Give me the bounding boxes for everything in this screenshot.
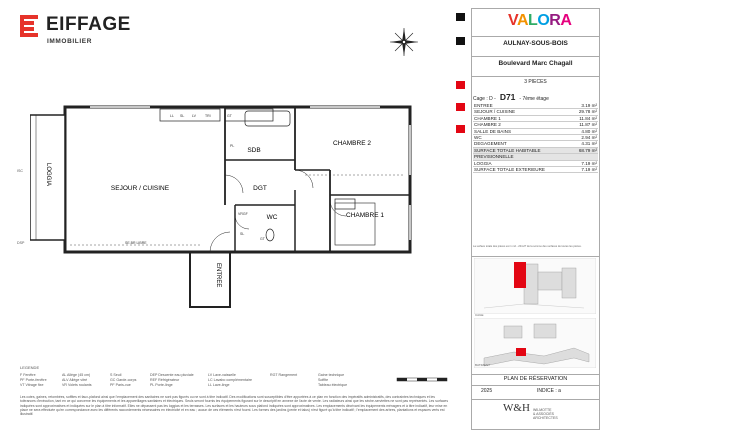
surface-name: ENTREE	[473, 103, 571, 109]
room-label-sejour: SEJOUR / CUISINE	[110, 185, 170, 192]
brand-letter: R	[549, 12, 561, 29]
legend-title: LEGENDE	[20, 365, 40, 370]
mark-isc: ISC	[17, 169, 23, 173]
legend-item: VT Vitrage fixe	[20, 383, 44, 387]
legend-item: VR Volets roulants	[62, 383, 92, 387]
marker-black	[456, 13, 465, 21]
floor-label: - 7ème étage	[519, 96, 549, 102]
surfaces-table	[473, 103, 598, 173]
label-lv: LV	[192, 114, 197, 118]
surface-value: 3.19 m²	[571, 103, 598, 109]
eiffage-logo-icon	[20, 15, 40, 37]
label-tri: TRI	[205, 114, 211, 118]
table-row	[473, 167, 598, 173]
surface-value: 2.94 m²	[571, 135, 598, 141]
label-pl: PL	[230, 144, 235, 148]
legend-item: Soffite	[318, 378, 329, 382]
ext-label: SURFACE TOTALE EXTERIEURE	[473, 167, 571, 173]
label-sl: SL	[180, 114, 185, 118]
legend-item: PF Paris-vue	[110, 383, 131, 387]
architect-logo: W&H	[503, 402, 530, 414]
brand-letter: O	[537, 12, 550, 29]
scale-bar	[395, 376, 451, 384]
marker-red	[456, 103, 465, 111]
architect-name-line: ARCHITECTES	[533, 416, 558, 421]
building-location-map	[474, 318, 596, 368]
year: 2025	[481, 388, 493, 394]
label-gt: GT	[227, 114, 232, 118]
room-label-loggia: LOGGIA	[45, 163, 51, 187]
surface-name: CHAMBRE 1	[473, 115, 571, 121]
lot-number: D71	[499, 92, 516, 102]
surface-name: SALLE DE BAINS	[473, 128, 571, 134]
label-vrgf: VRGF	[238, 212, 248, 216]
legend-item: REF Réfrigérateur	[150, 378, 180, 382]
company-name: EIFFAGE	[46, 14, 131, 35]
cage-label: Cage :	[473, 96, 488, 102]
total-label-2: PREVISIONNELLE	[473, 154, 571, 160]
room-label-chambre2: CHAMBRE 2	[333, 140, 371, 147]
ext-value: 7.19 m²	[571, 167, 598, 173]
legend-item: F Fenêtre	[20, 373, 36, 377]
label-se-br: SE.BR LIBRE	[125, 241, 147, 245]
reservation-title: PLAN DE RÉSERVATION	[503, 376, 568, 382]
brand-letter: L	[528, 12, 538, 29]
surface-value: 29.78 m²	[571, 109, 598, 115]
label-ll: LL	[170, 114, 174, 118]
cage-row	[473, 92, 598, 102]
cage-value: D	[489, 96, 493, 102]
total-label: SURFACE TOTALE HABITABLE	[473, 147, 571, 153]
architect-name-line: WILMOTTE	[533, 408, 552, 412]
compass-icon	[387, 26, 421, 58]
legend-item: RGT Rangement	[270, 373, 298, 377]
total-row	[473, 147, 598, 153]
total-value: 68.79 m²	[571, 147, 598, 153]
marker-red	[456, 81, 465, 89]
cage-location-map	[474, 258, 596, 314]
room-label-dgt: DGT	[253, 185, 267, 192]
legend-item: LL Lave-linge	[208, 383, 230, 387]
legend-item: PF Porte-fenêtre	[20, 378, 47, 382]
architect-name-line: & ASSOCIÉS	[533, 412, 555, 417]
surface-value: 11.84 m²	[571, 115, 598, 121]
surface-name: DEGAGEMENT	[473, 141, 571, 147]
room-label-sdb: SDB	[247, 147, 261, 154]
legend-item: DEP Descente eau pluviale	[150, 373, 194, 377]
street-name: Boulevard Marc Chagall	[498, 60, 573, 67]
legend-item: LV Lave-vaisselle	[208, 373, 236, 377]
rooms-count: 3 PIECES	[524, 79, 547, 85]
surface-name: WC	[473, 135, 571, 141]
legend-item: Tableau électrique	[318, 383, 348, 387]
surface-value: 11.87 m²	[571, 122, 598, 128]
loggia-label: LOGGIA	[473, 160, 571, 166]
legend-item: S Seuil	[110, 373, 122, 377]
surface-name: SEJOUR / CUISINE	[473, 109, 571, 115]
architect-name	[533, 408, 558, 421]
loggia-value: 7.19 m²	[571, 160, 598, 166]
index: INDICE : a	[537, 388, 561, 394]
brand-letter: A	[560, 12, 572, 29]
room-label-chambre1: CHAMBRE 1	[346, 212, 384, 219]
legend-item: PL Porte-linge	[150, 383, 173, 387]
brand-logo	[508, 12, 571, 30]
surface-note: La surface totale des pièces est 1 m2 - 20m2? de la somme des surfaces de toutes les pièces.	[473, 245, 582, 248]
legend-note: Les cotes, gaines, retombées, soffites et faux-plafond ainsi que l'emplacement des sanitaires ne sont pas figurés ou ne sont à titre indicatif. Des modifications sont susceptibles d'être apportées à ce plan en fonction des impératifs administratifs, des contraintes techniques et les tolérances d'exécution, tant en ce qui concerne les équipements et les appareillages sanitaires et électriques. Seuls seront fournis les équipements figurant sur le descriptif en annexe de l'acte de vente. Les radiateurs ainsi que les sèche-serviettes ne sont pas représentés. Les surfaces indiquées sont approximatives et indiquées sur le plan à titre informatif. Elles ne dépassent pas les loggias et les terrasses. Les surfaces et les hauteurs sous plafond indiquées sont approximatives. Les emplacements décrivant les équipements ménagers et à titre indicatif, leur mise en place ne sera effectuée qu'en correspondance avec les différents raccordements nécessaires en électricité et en eau ; aucun de ces éléments n'est fourni. Les formes des jardins (pente et talus) n'est figuré qu'à titre indicatif ; l'emplacement des arbres, plantations et espaces verts est illustratif.	[20, 395, 449, 417]
room-label-entree: ENTREE	[215, 263, 221, 288]
label-sl-wc: SL	[240, 232, 245, 236]
marker-red	[456, 125, 465, 133]
brand-letter: A	[516, 12, 529, 29]
cage-dash: -	[494, 96, 496, 102]
legend-item: AL Allège (45 cm)	[62, 373, 91, 377]
floor-plan	[30, 95, 450, 310]
company-subtitle: IMMOBILIER	[47, 38, 92, 45]
cage-map-label: CAGE	[475, 313, 484, 317]
label-gt2: GT	[260, 237, 265, 241]
brand-letter: V	[508, 12, 517, 29]
legend-item: Gaine technique	[318, 373, 345, 377]
marker-black	[456, 37, 465, 45]
surface-name: CHAMBRE 2	[473, 122, 571, 128]
surface-value: 4.80 m²	[571, 128, 598, 134]
room-label-wc: WC	[266, 214, 278, 221]
legend-item: ALV Allège vitré	[62, 378, 88, 382]
building-map-label: BATIMENT	[475, 363, 490, 367]
mark-dsp: DSP	[17, 241, 25, 245]
city-name: AULNAY-SOUS-BOIS	[503, 40, 568, 47]
legend-item: GC Garde-corps	[110, 378, 137, 382]
surface-value: 4.31 m²	[571, 141, 598, 147]
legend-item: LC Lavabo complémentaire	[208, 378, 252, 382]
